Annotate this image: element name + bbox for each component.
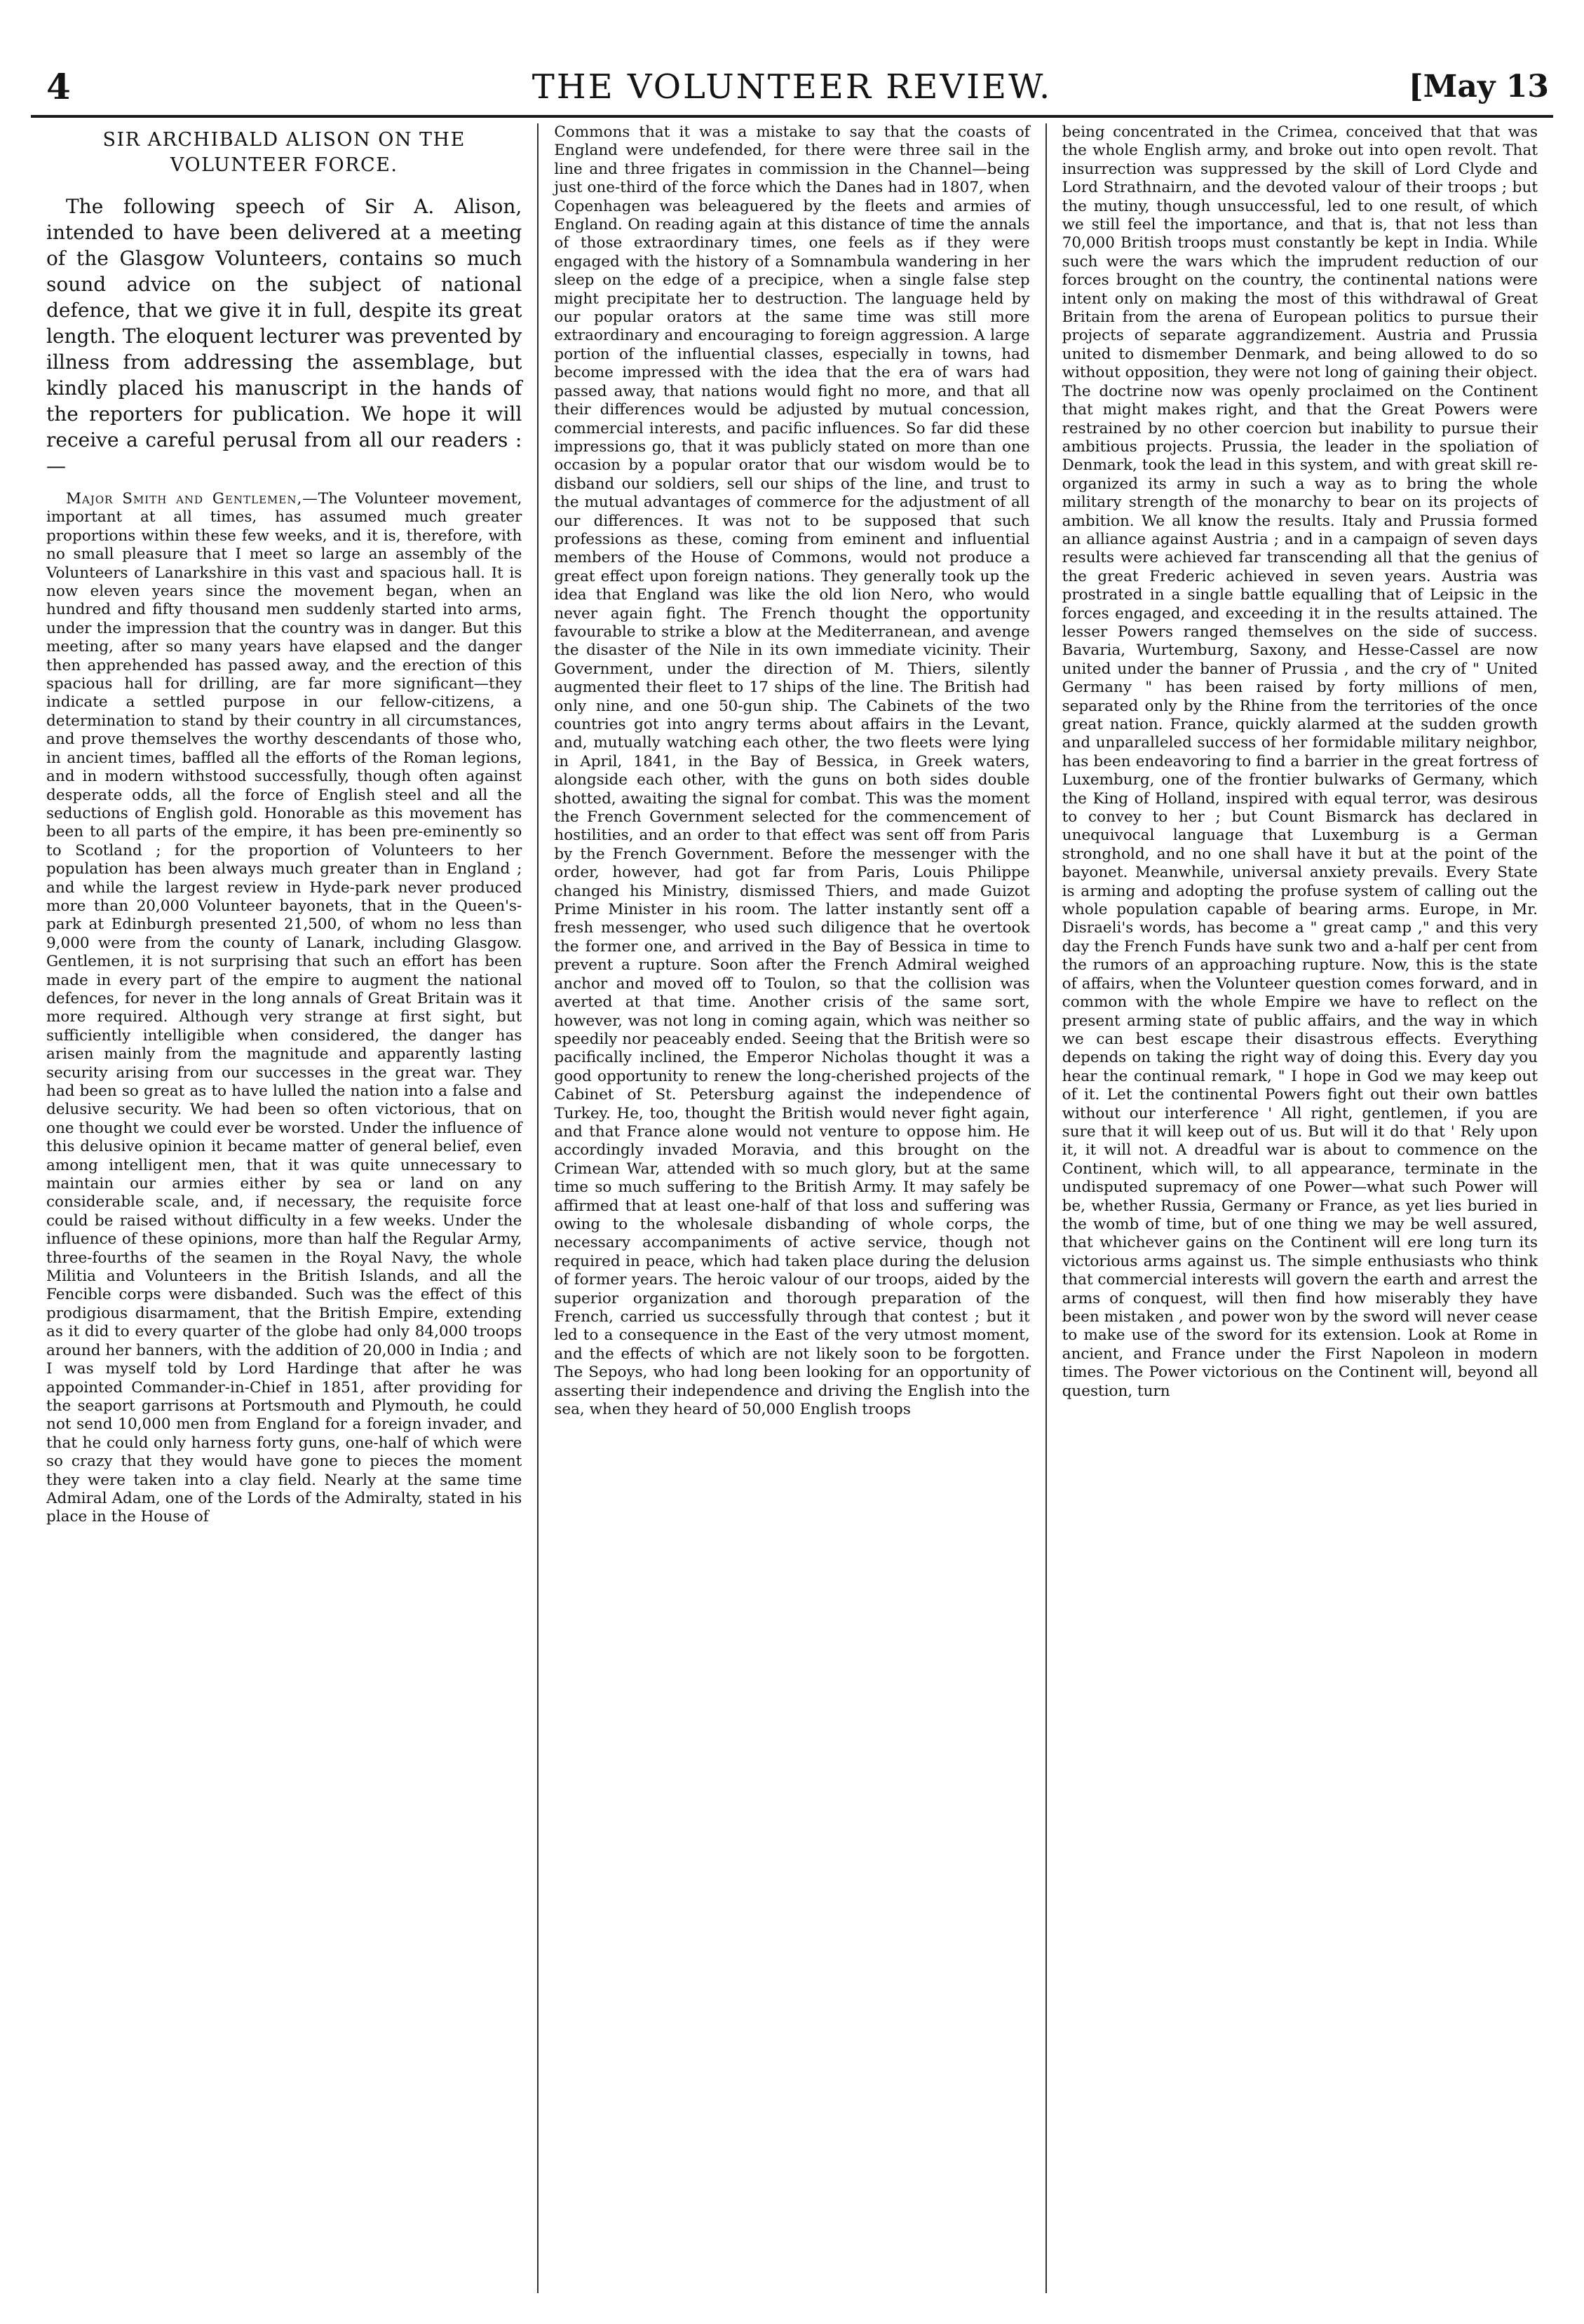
article-body-part-1 bbox=[46, 490, 522, 1527]
page-number: 4 bbox=[46, 66, 71, 107]
publication-title: THE VOLUNTEER REVIEW. bbox=[532, 67, 1052, 107]
column-1 bbox=[31, 123, 537, 2293]
column-3 bbox=[1045, 123, 1553, 2293]
article-columns bbox=[31, 123, 1553, 2293]
article-intro: The following speech of Sir A. Alison, intended to have been delivered at a meeting of the Glasgow Volunteers, contains so much sound advice on the subject of national defence, that we give it in full, despite its great length. The eloquent lecturer was prevented by illness from addressing the assemblage, but kindly placed his manuscript in the hands of the reporters for publication. We hope it will receive a careful perusal from all our readers :— bbox=[46, 195, 522, 477]
column-2-text: Commons that it was a mistake to say that the coasts of England were undefended, for there were three sail in the line and three frigates in commission in the Channel—being just one-third of the force which the Danes had in 1807, when Copenhagen was beleaguered by the fleets and armies of England. On reading again at this distance of time the annals of those extraordinary times, one feels as if they were engaged with the history of a Somnambula wandering in her sleep on the edge of a precipice, when a single false step might precipitate her to destruction. The language held by our popular orators at the same time was still more extraordinary and encouraging to foreign aggression. A large portion of the influential classes, especially in towns, had become impressed with the idea that the era of wars had passed away, that nations would fight no more, and that all their differences would be adjusted by mutual concession, commercial interests, and pacific influences. So far did these impressions go, that it was publicly stated on more than one occasion by a popular orator that our wisdom would be to disband our soldiers, sell our ships of the line, and trust to the mutual advantages of commerce for the adjustment of all our differences. It was not to be supposed that such professions as these, coming from eminent and influential members of the House of Commons, would not produce a great effect upon foreign nations. They generally took up the idea that England was like the old lion Nero, who would never again fight. The French thought the opportunity favourable to strike a blow at the Mediterranean, and avenge the disaster of the Nile in its own immediate vicinity. Their Government, under the direction of M. Thiers, silently augmented their fleet to 17 ships of the line. The British had only nine, and one 50-gun ship. The Cabinets of the two countries got into angry terms about affairs in the Levant, and, mutually watching each other, the two fleets were lying in April, 1841, in the Bay of Bessica, in Greek waters, alongside each other, with the guns on both sides double shotted, awaiting the signal for combat. This was the moment the French Government selected for the commencement of hostilities, and an order to that effect was sent off from Paris by the French Government. Before the messenger with the order, however, had got far from Paris, Louis Philippe changed his Ministry, dismissed Thiers, and made Guizot Prime Minister in his room. The latter instantly sent off a fresh messenger, who used such diligence that he overtook the former one, and arrived in the Bay of Bessica in time to prevent a rupture. Soon after the French Admiral weighed anchor and moved off to Toulon, so that the collision was averted at that time. Another crisis of the same sort, however, was not long in coming again, which was neither so speedily nor peaceably ended. Seeing that the British were so pacifically inclined, the Emperor Nicholas thought it was a good opportunity to renew the long-cherished projects of the Cabinet of St. Petersburg against the independence of Turkey. He, too, thought the British would never fight again, and that France alone would not venture to oppose him. He accordingly invaded Moravia, and this brought on the Crimean War, attended with so much glory, but at the same time so much suffering to the British Army. It may safely be affirmed that at least one-half of that loss and suffering was owing to the wholesale disbanding of whole corps, the necessary accompaniments of active service, though not required in peace, which had taken place during the delusion of former years. The heroic valour of our troops, aided by the superior organization and thorough preparation of the French, carried us successfully through that contest ; but it led to a consequence in the East of the very utmost moment, and the effects of which are not likely soon to be forgotten. The Sepoys, who had long been looking for an opportunity of asserting their independence and driving the English into the sea, when they heard of 50,000 English troops bbox=[554, 123, 1030, 1419]
article-title: SIR ARCHIBALD ALISON ON THE VOLUNTEER FORCE. bbox=[102, 129, 466, 176]
column-1-text: The Volunteer movement, important at all times, has assumed much greater proportions within these few weeks, and it is, therefore, with no small pleasure that I meet so large an assembly of the Volunteers of Lanarkshire in this vast and spacious hall. It is now eleven years since the movement began, when an hundred and fifty thousand men suddenly started into arms, under the impression that the country was in danger. But this meeting, after so many years have elapsed and the danger then apprehended has passed away, and the erection of this spacious hall for drilling, are far more significant—they indicate a settled purpose in our fellow-citizens, a determination to stand by their country in all circumstances, and prove themselves the worthy descendants of those who, in ancient times, baffled all the efforts of the Roman legions, and in modern withstood successfully, though often against desperate odds, all the force of English steel and all the seductions of English gold. Honorable as this movement has been to all parts of the empire, it has been pre-eminently so to Scotland ; for the proportion of Volunteers to her population has been always much greater than in England ; and while the largest review in Hyde-park never produced more than 20,000 Volunteer bayonets, that in the Queen's-park at Edinburgh presented 21,500, of whom no less than 9,000 were from the county of Lanark, including Glasgow. Gentlemen, it is not surprising that such an effort has been made in every part of the empire to augment the national defences, for never in the long annals of Great Britain was it more required. Although very strange at first sight, but sufficiently intelligible when considered, the danger has arisen mainly from the magnitude and apparently lasting security arising from our successes in the great war. They had been so great as to have lulled the nation into a false and delusive security. We had been so often victorious, that on one thought we could ever be worsted. Under the influence of this delusive opinion it became matter of general belief, even among intelligent men, that it was quite unnecessary to maintain our armies either by sea or land on any considerable scale, and, if necessary, the requisite force could be raised without difficulty in a few weeks. Under the influence of these opinions, more than half the Regular Army, three-fourths of the seamen in the Royal Navy, the whole Militia and Volunteers in the British Islands, and all the Fencible corps were disbanded. Such was the effect of this prodigious disarmament, that the British Empire, extending as it did to every quarter of the globe had only 84,000 troops around her banners, with the addition of 20,000 in India ; and I was myself told by Lord Hardinge that after he was appointed Commander-in-Chief in 1851, after providing for the seaport garrisons at Portsmouth and Plymouth, he could not send 10,000 men from England for a foreign invader, and that he could only harness forty guns, one-half of which were so crazy that they would have gone to pieces the moment they were taken into a clay field. Nearly at the same time Admiral Adam, one of the Lords of the Admiralty, stated in his place in the House of bbox=[46, 490, 522, 1526]
column-2 bbox=[537, 123, 1045, 2293]
column-3-text: being concentrated in the Crimea, conceived that that was the whole English army, and broke out into open revolt. That insurrection was suppressed by the skill of Lord Clyde and Lord Strathnairn, and the devoted valour of their troops ; but the mutiny, though unsuccessful, led to one result, of which we still feel the importance, and that is, that not less than 70,000 British troops must constantly be kept in India. While such were the wars which the imprudent reduction of our forces brought on the country, the continental nations were intent only on making the most of this withdrawal of Great Britain from the arena of European politics to pursue their projects of separate aggrandizement. Austria and Prussia united to dismember Denmark, and being allowed to do so without opposition, they were not long of gaining their object. The doctrine now was openly proclaimed on the Continent that might makes right, and that the Great Powers were restrained by no other coercion but inability to pursue their ambitious projects. Prussia, the leader in the spoliation of Denmark, took the lead in this system, and with great skill re-organized its army in such a way as to bring the whole military strength of the monarchy to bear on its projects of ambition. We all know the results. Italy and Prussia formed an alliance against Austria ; and in a campaign of seven days results were achieved far transcending all that the genius of the great Frederic achieved in seven years. Austria was prostrated in a single battle equalling that of Leipsic in the forces engaged, and exceeding it in the results attained. The lesser Powers ranged themselves on the side of success. Bavaria, Wurtemburg, Saxony, and Hesse-Cassel are now united under the banner of Prussia , and the cry of " United Germany " has been raised by forty millions of men, separated only by the Rhine from the territories of the once great nation. France, quickly alarmed at the sudden growth and unparalleled success of her formidable military neighbor, has been endeavoring to find a barrier in the great fortress of Luxemburg, one of the frontier bulwarks of Germany, which the King of Holland, inspired with equal terror, was desirous to convey to her ; but Count Bismarck has declared in unequivocal language that Luxemburg is a German stronghold, and no one shall have it but at the point of the bayonet. Meanwhile, universal anxiety prevails. Every State is arming and adopting the profuse system of calling out the whole population capable of bearing arms. Europe, in Mr. Disraeli's words, has become a " great camp ," and this very day the French Funds have sunk two and a-half per cent from the rumors of an approaching rupture. Now, this is the state of affairs, when the Volunteer question comes forward, and in common with the whole Empire we have to reflect on the present arming state of public affairs, and the way in which we can best escape their disastrous effects. Everything depends on taking the right way of doing this. Every day you hear the continual remark, " I hope in God we may keep out of it. Let the continental Powers fight out their own battles without our interference ' All right, gentlemen, if you are sure that it will keep out of us. But will it do that ' Rely upon it, it will not. A dreadful war is about to commence on the Continent, which will, to all appearance, terminate in the undisputed supremacy of one Power—what such Power will be, whether Russia, Germany or France, as yet lies buried in the womb of time, but of one thing we may be well assured, that whichever gains on the Continent will ere long turn its victorious arms against us. The simple enthusiasts who think that commercial interests will govern the earth and arrest the arms of conquest, will then find how miserably they have been mistaken , and power won by the sword will never cease to make use of the sword for its extension. Look at Rome in ancient, and France under the First Napoleon in modern times. The Power victorious on the Continent will, beyond all question, turn bbox=[1062, 123, 1538, 1400]
masthead bbox=[31, 64, 1553, 118]
salutation: Major Smith and Gentlemen,— bbox=[66, 490, 318, 508]
issue-date: [May 13 bbox=[1408, 69, 1549, 104]
